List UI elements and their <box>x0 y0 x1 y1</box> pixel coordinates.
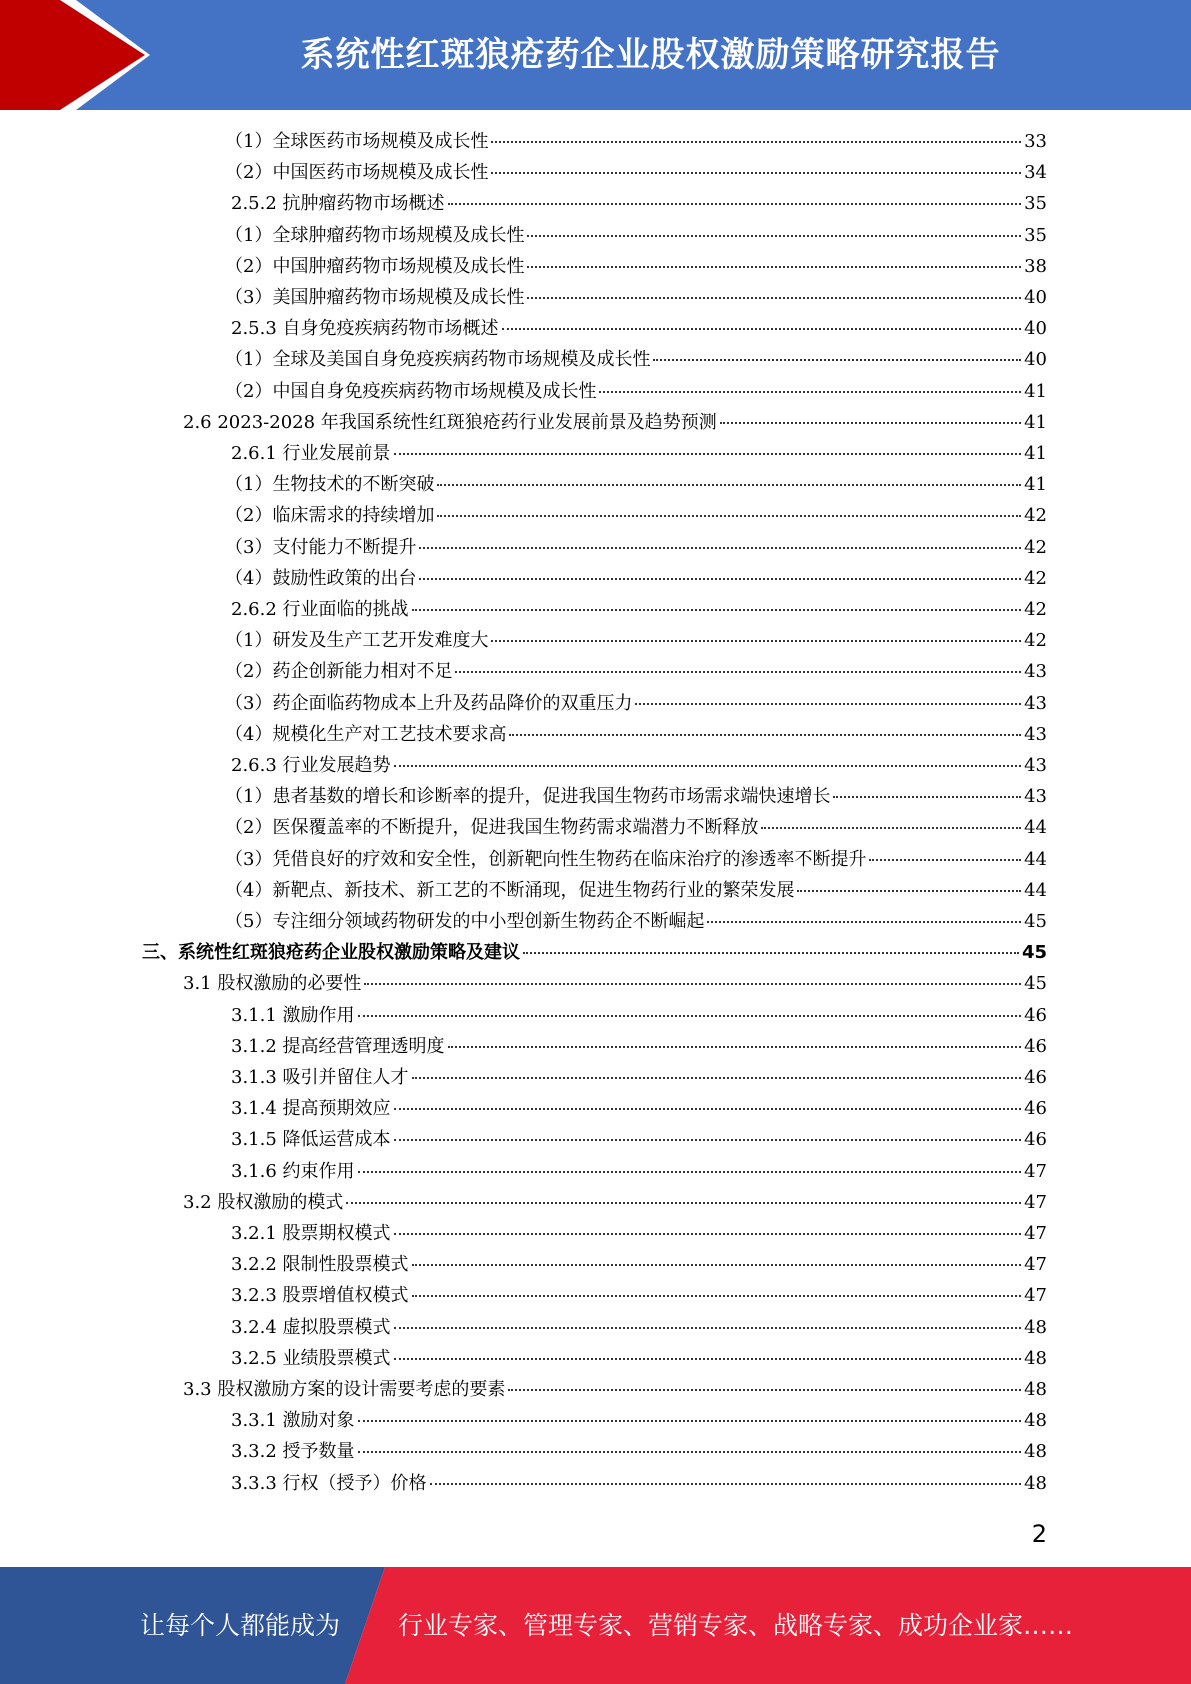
toc-entry[interactable] <box>225 689 1047 720</box>
toc-entry-page: 38 <box>1024 255 1047 277</box>
toc-dot-leader <box>448 203 1022 205</box>
toc-dot-leader <box>491 640 1021 642</box>
toc-entry-label: （1）生物技术的不断突破 <box>225 474 435 496</box>
toc-entry-page: 42 <box>1024 630 1047 652</box>
page-number: 2 <box>1031 1520 1047 1548</box>
toc-entry-label: （2）药企创新能力相对不足 <box>225 661 453 683</box>
toc-entry-label: 3.1.1 激励作用 <box>231 1004 355 1026</box>
toc-entry-page: 43 <box>1024 755 1047 776</box>
toc-entry[interactable] <box>231 1437 1047 1468</box>
toc-entry-label: 3.2 股权激励的模式 <box>183 1191 344 1213</box>
toc-entry-label: （2）临床需求的持续增加 <box>225 505 435 527</box>
toc-entry-label: 2.6.3 行业发展趋势 <box>231 755 391 776</box>
toc-entry[interactable] <box>225 813 1047 844</box>
toc-dot-leader <box>502 328 1022 330</box>
toc-entry[interactable] <box>231 751 1047 782</box>
footer-slogan-right: 行业专家、管理专家、营销专家、战略专家、成功企业家…… <box>398 1611 1074 1640</box>
toc-entry[interactable] <box>225 127 1047 158</box>
toc-entry[interactable] <box>231 1250 1047 1281</box>
toc-entry-page: 42 <box>1024 599 1047 620</box>
toc-entry[interactable] <box>225 626 1047 657</box>
toc-entry[interactable] <box>231 1406 1047 1437</box>
toc-entry-page: 43 <box>1024 786 1047 808</box>
toc-entry-page: 40 <box>1024 318 1047 340</box>
toc-dot-leader <box>653 359 1021 361</box>
toc-entry-label: （1）患者基数的增长和诊断率的提升，促进我国生物药市场需求端快速增长 <box>225 786 831 808</box>
toc-entry-label: （1）全球肿瘤药物市场规模及成长性 <box>225 224 525 246</box>
toc-entry[interactable] <box>225 501 1047 532</box>
toc-entry[interactable] <box>231 1063 1047 1094</box>
toc-entry-page: 41 <box>1024 411 1047 433</box>
toc-entry-page: 48 <box>1024 1316 1047 1338</box>
toc-dot-leader <box>437 484 1021 486</box>
toc-dot-leader <box>437 515 1021 517</box>
toc-entry[interactable] <box>231 1094 1047 1125</box>
toc-entry-page: 34 <box>1024 162 1047 184</box>
toc-entry-page: 48 <box>1024 1410 1047 1432</box>
toc-entry[interactable] <box>225 876 1047 907</box>
toc-entry-label: 3.1.3 吸引并留住人才 <box>231 1067 409 1088</box>
toc-entry-page: 45 <box>1021 942 1047 964</box>
toc-entry-label: 3.1.6 约束作用 <box>231 1160 355 1182</box>
toc-entry-page: 43 <box>1024 661 1047 683</box>
toc-entry[interactable] <box>225 564 1047 595</box>
toc-entry-label: 2.5.2 抗肿瘤药物市场概述 <box>231 193 445 215</box>
toc-entry[interactable] <box>183 1188 1047 1219</box>
toc-dot-leader <box>455 671 1021 673</box>
toc-entry[interactable] <box>225 782 1047 813</box>
toc-entry-label: 3.1 股权激励的必要性 <box>183 973 362 995</box>
toc-dot-leader <box>869 859 1021 861</box>
toc-dot-leader <box>527 235 1021 237</box>
toc-entry-label: 2.5.3 自身免疫疾病药物市场概述 <box>231 318 499 340</box>
toc-entry-label: （5）专注细分领域药物研发的中小型创新生物药企不断崛起 <box>225 911 705 932</box>
toc-entry[interactable] <box>225 657 1047 688</box>
toc-dot-leader <box>527 297 1021 299</box>
toc-entry-label: 3.1.2 提高经营管理透明度 <box>231 1035 445 1057</box>
toc-entry-label: 3.1.5 降低运营成本 <box>231 1129 391 1151</box>
toc-dot-leader <box>364 983 1021 985</box>
toc-entry-label: （2）中国肿瘤药物市场规模及成长性 <box>225 255 525 277</box>
toc-entry[interactable] <box>231 1157 1047 1188</box>
toc-entry[interactable] <box>183 408 1047 439</box>
toc-entry-page: 45 <box>1024 973 1047 995</box>
toc-dot-leader <box>412 1077 1022 1079</box>
toc-entry-label: 3.2.5 业绩股票模式 <box>231 1347 391 1369</box>
toc-entry[interactable] <box>231 1219 1047 1250</box>
toc-entry-page: 47 <box>1024 1160 1047 1182</box>
toc-entry-label: 三、系统性红斑狼疮药企业股权激励策略及建议 <box>142 942 520 964</box>
toc-dot-leader <box>491 141 1021 143</box>
toc-entry-label: 2.6 2023-2028 年我国系统性红斑狼疮药行业发展前景及趋势预测 <box>183 411 717 433</box>
toc-entry-page: 41 <box>1024 474 1047 496</box>
toc-entry-page: 48 <box>1024 1379 1047 1400</box>
toc-entry-label: （3）支付能力不断提升 <box>225 536 417 558</box>
toc-entry-page: 35 <box>1024 224 1047 246</box>
toc-entry[interactable] <box>142 938 1047 969</box>
toc-entry-page: 35 <box>1024 193 1047 215</box>
toc-dot-leader <box>448 1046 1022 1048</box>
toc-entry[interactable] <box>225 221 1047 252</box>
toc-dot-leader <box>635 703 1021 705</box>
toc-entry[interactable] <box>231 189 1047 220</box>
toc-entry-page: 46 <box>1024 1004 1047 1026</box>
toc-entry-page: 46 <box>1024 1098 1047 1120</box>
toc-entry-label: （4）规模化生产对工艺技术要求高 <box>225 723 507 745</box>
toc-dot-leader <box>797 890 1021 892</box>
toc-entry-page: 40 <box>1024 287 1047 308</box>
toc-entry-label: 3.3 股权激励方案的设计需要考虑的要素 <box>183 1379 506 1400</box>
toc-dot-leader <box>720 422 1021 424</box>
toc-entry[interactable] <box>231 595 1047 626</box>
toc-entry-page: 45 <box>1024 911 1047 932</box>
toc-entry-label: （2）中国自身免疫疾病药物市场规模及成长性 <box>225 380 597 402</box>
toc-entry-page: 42 <box>1024 536 1047 558</box>
toc-entry-page: 41 <box>1024 380 1047 402</box>
toc-entry-label: （4）新靶点、新技术、新工艺的不断涌现，促进生物药行业的繁荣发展 <box>225 879 795 901</box>
toc-entry-label: （3）凭借良好的疗效和安全性，创新靶向性生物药在临床治疗的渗透率不断提升 <box>225 848 867 870</box>
toc-dot-leader <box>358 1451 1022 1453</box>
toc-entry[interactable] <box>225 377 1047 408</box>
toc-dot-leader <box>394 1108 1022 1110</box>
toc-dot-leader <box>523 952 1019 954</box>
toc-dot-leader <box>412 609 1022 611</box>
toc-dot-leader <box>412 1295 1022 1297</box>
toc-entry[interactable] <box>225 470 1047 501</box>
toc-entry-label: （4）鼓励性政策的出台 <box>225 567 417 589</box>
toc-entry-page: 44 <box>1024 848 1047 870</box>
toc-entry-page: 43 <box>1024 692 1047 714</box>
toc-entry[interactable] <box>225 907 1047 938</box>
toc-entry-label: （3）药企面临药物成本上升及药品降价的双重压力 <box>225 692 633 714</box>
toc-dot-leader <box>599 391 1021 393</box>
toc-entry-label: 3.3.2 授予数量 <box>231 1441 355 1463</box>
toc-dot-leader <box>419 547 1021 549</box>
toc-entry[interactable] <box>225 345 1047 376</box>
toc-entry-label: 3.2.2 限制性股票模式 <box>231 1254 409 1276</box>
toc-entry[interactable] <box>231 1313 1047 1344</box>
toc-entry-label: （3）美国肿瘤药物市场规模及成长性 <box>225 287 525 308</box>
toc-dot-leader <box>358 1420 1022 1422</box>
toc-dot-leader <box>430 1483 1022 1485</box>
toc-entry-page: 48 <box>1024 1472 1047 1494</box>
report-title: 系统性红斑狼疮药企业股权激励策略研究报告 <box>300 35 1001 75</box>
toc-entry[interactable] <box>225 252 1047 283</box>
toc-dot-leader <box>358 1015 1022 1017</box>
toc-entry-page: 42 <box>1024 567 1047 589</box>
toc-entry[interactable] <box>231 1125 1047 1156</box>
toc-entry-label: （1）研发及生产工艺开发难度大 <box>225 630 489 652</box>
toc-entry[interactable] <box>231 1344 1047 1375</box>
page-header <box>0 0 1191 110</box>
toc-dot-leader <box>358 1171 1022 1173</box>
toc-entry-page: 46 <box>1024 1035 1047 1057</box>
toc-entry-page: 44 <box>1024 817 1047 839</box>
toc-entry-page: 42 <box>1024 505 1047 527</box>
toc-entry[interactable] <box>231 439 1047 470</box>
toc-entry[interactable] <box>225 283 1047 314</box>
toc-entry-page: 33 <box>1024 131 1047 152</box>
toc-entry-page: 40 <box>1024 349 1047 371</box>
toc-entry[interactable] <box>225 158 1047 189</box>
toc-dot-leader <box>833 796 1021 798</box>
toc-entry-page: 44 <box>1024 879 1047 901</box>
toc-entry-label: 2.6.1 行业发展前景 <box>231 443 391 464</box>
toc-entry-label: 3.2.1 股票期权模式 <box>231 1223 391 1244</box>
toc-entry-label: 3.3.3 行权（授予）价格 <box>231 1472 427 1494</box>
toc-entry-page: 46 <box>1024 1129 1047 1151</box>
toc-dot-leader <box>394 1233 1022 1235</box>
toc-entry-label: （1）全球及美国自身免疫疾病药物市场规模及成长性 <box>225 349 651 371</box>
toc-entry-page: 43 <box>1024 723 1047 745</box>
toc-entry[interactable] <box>231 1001 1047 1032</box>
toc-entry[interactable] <box>231 314 1047 345</box>
toc-entry[interactable] <box>183 969 1047 1000</box>
toc-dot-leader <box>761 827 1021 829</box>
toc-entry-label: （2）医保覆盖率的不断提升，促进我国生物药需求端潜力不断释放 <box>225 817 759 839</box>
toc-dot-leader <box>491 172 1021 174</box>
toc-entry-page: 48 <box>1024 1441 1047 1463</box>
toc-entry-page: 47 <box>1024 1285 1047 1307</box>
toc-dot-leader <box>394 1139 1022 1141</box>
toc-entry-page: 47 <box>1024 1254 1047 1276</box>
toc-entry-label: 3.2.4 虚拟股票模式 <box>231 1316 391 1338</box>
toc-entry-label: 3.2.3 股票增值权模式 <box>231 1285 409 1307</box>
toc-entry-page: 47 <box>1024 1223 1047 1244</box>
toc-entry[interactable] <box>231 1469 1047 1500</box>
toc-dot-leader <box>394 453 1022 455</box>
toc-dot-leader <box>527 266 1021 268</box>
toc-dot-leader <box>394 1358 1022 1360</box>
toc-dot-leader <box>412 1264 1022 1266</box>
toc-dot-leader <box>394 1327 1022 1329</box>
toc-entry-label: 3.3.1 激励对象 <box>231 1410 355 1432</box>
toc-entry[interactable] <box>183 1375 1047 1406</box>
toc-dot-leader <box>707 921 1021 923</box>
toc-dot-leader <box>394 765 1022 767</box>
footer-slogan-left: 让每个人都能成为 <box>140 1611 341 1640</box>
toc-dot-leader <box>509 734 1021 736</box>
toc-dot-leader <box>419 578 1021 580</box>
toc-entry-label: 2.6.2 行业面临的挑战 <box>231 599 409 620</box>
toc-entry-label: （2）中国医药市场规模及成长性 <box>225 162 489 184</box>
toc-entry[interactable] <box>225 845 1047 876</box>
toc-entry-page: 48 <box>1024 1347 1047 1369</box>
toc-entry-label: （1）全球医药市场规模及成长性 <box>225 131 489 152</box>
toc-dot-leader <box>508 1389 1021 1391</box>
toc-entry-page: 41 <box>1024 443 1047 464</box>
toc-entry[interactable] <box>225 533 1047 564</box>
toc-entry-page: 46 <box>1024 1067 1047 1088</box>
toc-entry-page: 47 <box>1024 1191 1047 1213</box>
toc-entry-label: 3.1.4 提高预期效应 <box>231 1098 391 1120</box>
toc-dot-leader <box>346 1202 1021 1204</box>
page-footer <box>0 1567 1191 1684</box>
toc-entry[interactable] <box>225 720 1047 751</box>
toc-entry[interactable] <box>231 1281 1047 1312</box>
toc-entry[interactable] <box>231 1032 1047 1063</box>
